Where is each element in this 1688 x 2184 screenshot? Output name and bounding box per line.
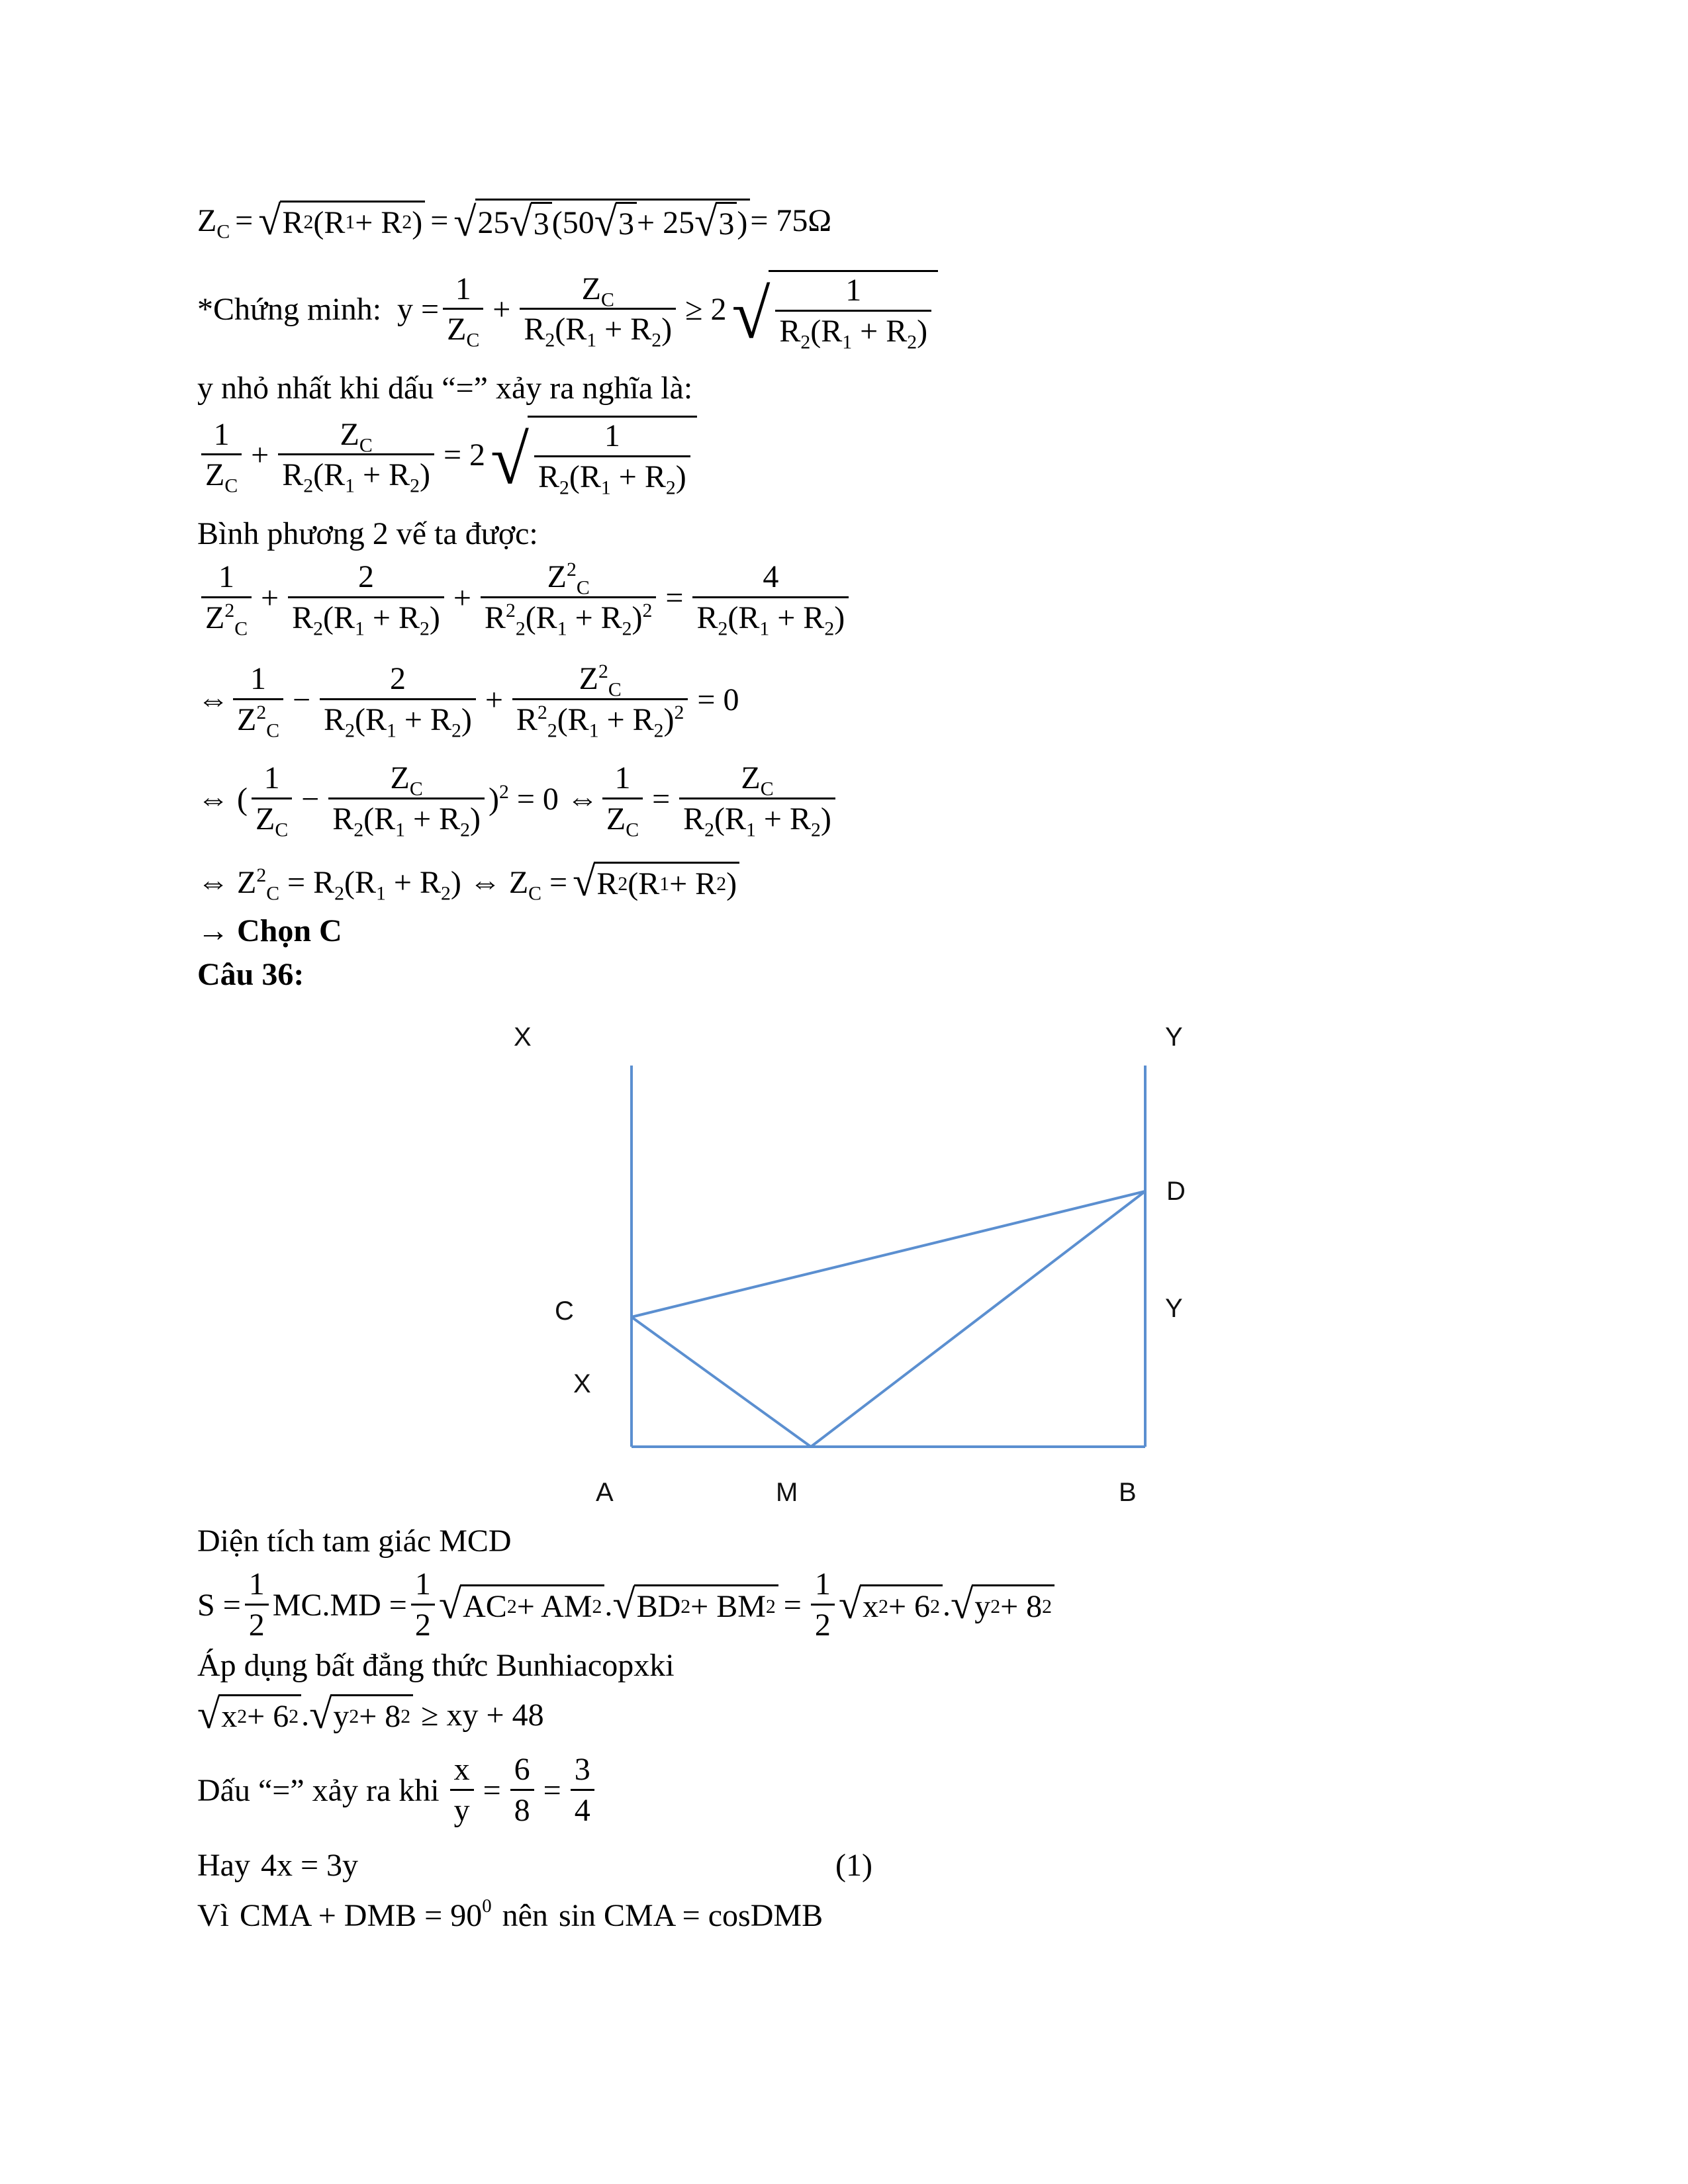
label-c: C [555, 1297, 574, 1326]
label-x-top: X [514, 1023, 532, 1052]
eq-bunhia: √ x 2 + 6 2 . √ y 2 + 8 2 ≥ xy + 48 [197, 1692, 544, 1738]
area-title: Diện tích tam giác MCD [197, 1524, 512, 1559]
eq-squared: $\frac{1}{Z^2_C}$ + $\frac{2}{R_2(R_1 + R_2)}$ + $\frac{Z^2_C}{R^2_2(R_1 + R_2)^2}$ = $\frac{4}{R_2(R_1 + R_2)}$ [197, 560, 853, 636]
eq-zc-value: $Z_C$ = √ R 2 (R 1 + R 2 ) = √ 25 √ 3 (50 √ 3 + 25 √ 3 ) = 75Ω [197, 197, 832, 246]
eq-zc-sqrt: ⇔ $Z^2_C = R_2(R_1 + R_2)$ ⇔ $Z_C$ = √ R 2 (R 1 + R 2 ) [197, 862, 739, 903]
eq-area: S = $\frac{1}{2}$ MC.MD = $\frac{1}{2}$ √ AC 2 + AM 2 . √ BD 2 + BM 2 = $\frac{1}{2}$ √ x 2 + 6 2 . √ y 2 + 8 2 [197, 1567, 1055, 1643]
eq-equality: $\frac{1}{Z_C}$ + $\frac{Z_C}{R_2(R_1 + R_2)}$ = 2 √ $\frac{1}{R_2(R_1 + R_2)}$ [197, 416, 697, 495]
answer-choice: → Chọn C [197, 913, 342, 948]
question-title: Câu 36: [197, 957, 305, 992]
label-y-mid: Y [1165, 1294, 1183, 1323]
text-min-condition: y nhỏ nhất khi dấu “=” xảy ra nghĩa là: [197, 371, 693, 406]
sqrt-expr: √ 25 √ 3 (50 √ 3 + 25 √ 3 ) [453, 199, 750, 244]
eq-condition: Dấu “=” xảy ra khi $\frac{x}{y}$ = $\frac{6}{8}$ = $\frac{3}{4}$ [197, 1752, 598, 1829]
text-square-both: Bình phương 2 vế ta được: [197, 516, 538, 551]
line-cm [632, 1317, 811, 1447]
equation-number: (1) [835, 1848, 872, 1883]
eq-angles: Vì CMA + DMB = 90 $^0$ nên sin CMA = cosDMB [197, 1895, 823, 1933]
result-75-ohm: = 75Ω [750, 203, 832, 238]
label-a: A [596, 1478, 614, 1507]
proof-prefix: *Chứng minh: [197, 292, 382, 327]
eq-hay: Hay 4x = 3y (1) [197, 1846, 872, 1885]
sqrt-expr: √ R 2 (R 1 + R 2 ) [258, 201, 425, 242]
label-b: B [1119, 1478, 1137, 1507]
label-x-mid: X [573, 1369, 591, 1398]
line-cd [632, 1191, 1145, 1317]
geometry-diagram [477, 999, 1231, 1516]
label-d: D [1166, 1177, 1186, 1206]
line-md [811, 1191, 1145, 1447]
bunhia-title: Áp dụng bất đẳng thức Bunhiacopxki [197, 1648, 675, 1683]
label-y-top: Y [1165, 1023, 1183, 1052]
eq-zero: ⇔ $\frac{1}{Z^2_C}$ − $\frac{2}{R_2(R_1 + R_2)}$ + $\frac{Z^2_C}{R^2_2(R_1 + R_2)^2}$ = 0 [197, 660, 739, 742]
eq-proof-y: *Chứng minh: y = $\frac{1}{Z_C}$ + $\frac{Z_C}{R_2(R_1 + R_2)}$ ≥ 2 √ $\frac{1}{R_2(R_1 + R_2)}$ [197, 270, 938, 349]
eq-square-zero: ⇔ ( $\frac{1}{Z_C}$ − $\frac{Z_C}{R_2(R_1 + R_2)}$ )$^2$ = 0 ⇔ $\frac{1}{Z_C}$ = $\frac{Z_C}{R_2(R_1 + R_2)}$ [197, 761, 839, 837]
label-m: M [776, 1478, 798, 1507]
